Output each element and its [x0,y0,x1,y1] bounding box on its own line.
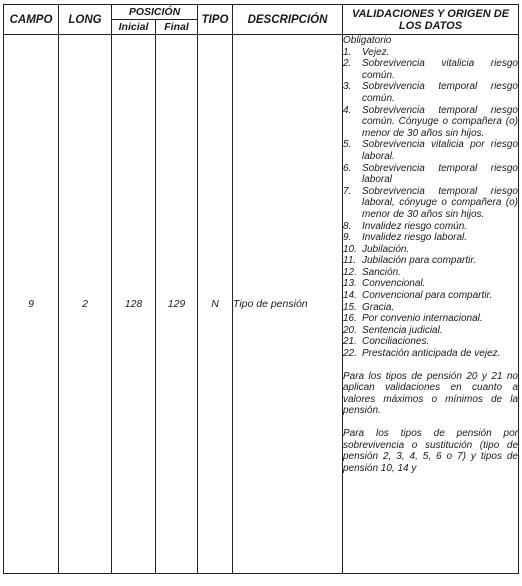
list-item: 7. Sobrevivencia temporal riesgo laboral, cónyuge o compañera (o) menor de 30 años sin hijos. [343,185,518,220]
spec-table-sheet [3,4,518,582]
header-campo: CAMPO [4,5,59,35]
cell-final: 129 [156,35,198,574]
note-survivorship: Para los tipos de pensión por sobrevivencia o sustitución (tipo de pensión 2, 3, 4, 5, 6 o 7) y tipos de pensión 10, 14 y [343,428,518,474]
header-validaciones: VALIDACIONES Y ORIGEN DE LOS DATOS [343,5,519,35]
list-item: 13. Convencional. [343,278,426,290]
field-spec-table [3,4,519,574]
header-descripcion: DESCRIPCIÓN [233,5,343,35]
obligatorio-label: Obligatorio [343,35,392,46]
cell-long: 2 [59,35,112,574]
list-item: 21. Conciliaciones. [343,336,430,348]
header-long: LONG [59,5,112,35]
header-row-1 [4,5,519,20]
header-posicion: POSICIÓN [112,5,198,20]
list-item: 12. Sanción. [343,266,401,278]
cell-inicial: 128 [112,35,156,574]
cell-descripcion: Tipo de pensión [233,35,343,574]
list-item: 8. Invalidez riesgo común. [343,220,468,232]
cell-campo: 9 [4,35,59,574]
header-final: Final [156,20,198,35]
list-item: 20. Sentencia judicial. [343,324,443,336]
list-item: 2. Sobrevivencia vitalicia riesgo común. [343,58,518,81]
header-inicial: Inicial [112,20,156,35]
cell-tipo: N [198,35,233,574]
list-item: 10. Jubilación. [343,243,410,255]
header-tipo: TIPO [198,5,233,35]
list-item: 4. Sobrevivencia temporal riesgo común. Cónyuge o compañera (o) menor de 30 años sin hijos. [343,104,518,139]
list-item: 15. Gracia. [343,301,395,313]
list-item: 3. Sobrevivencia temporal riesgo común. [343,81,518,104]
list-item: 1. Vejez. [343,46,390,58]
cell-validaciones [343,35,519,574]
validaciones-content [343,35,518,573]
pension-type-list [343,47,518,360]
list-item: 9. Invalidez riesgo laboral. [343,232,468,244]
list-item: 6. Sobrevivencia temporal riesgo laboral [343,162,518,186]
note-validations: Para los tipos de pensión 20 y 21 no aplican validaciones en cuanto a valores máximos o mínimos de la pensión. [343,370,518,417]
table-row [4,35,519,574]
list-item: 14. Convencional para compartir. [343,290,493,302]
list-item: 5. Sobrevivencia vitalicia por riesgo laboral. [343,139,518,162]
list-item: 22. Prestación anticipada de vejez. [343,348,501,360]
list-item: 11. Jubilación para compartir. [343,255,477,267]
list-item: 16. Por convenio internacional. [343,313,483,325]
